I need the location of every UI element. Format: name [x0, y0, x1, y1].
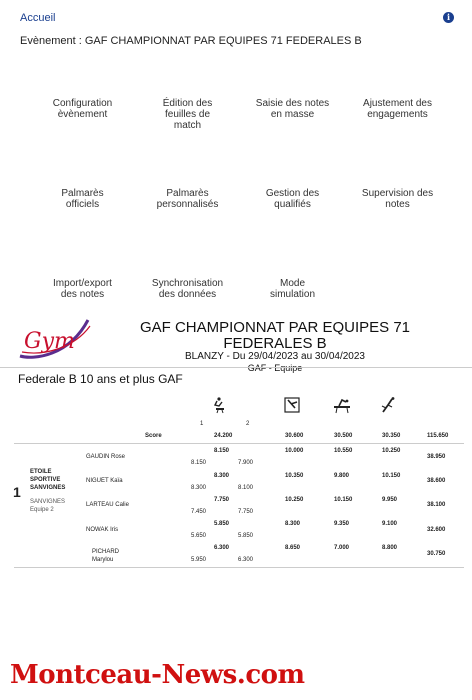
gymnast-vault-2: 7.900 — [238, 460, 254, 466]
gymnast-vault-1: 8.300 — [191, 485, 207, 491]
category-title: Federale B 10 ans et plus GAF — [18, 372, 183, 386]
menu-official-rankings[interactable]: Palmarès officiels — [61, 188, 104, 210]
table-separator-top — [14, 443, 464, 444]
gymnast-beam: 10.550 — [334, 448, 353, 454]
team-bars-score: 30.600 — [285, 433, 304, 439]
vault-icon — [210, 396, 228, 414]
gymnast-vault: 8.300 — [214, 473, 230, 479]
gymnast-vault: 6.300 — [214, 545, 230, 551]
menu-simulation-mode[interactable]: Mode simulation — [269, 278, 316, 300]
menu-sync-data[interactable]: Synchronisation des données — [151, 278, 224, 300]
gymnast-vault-1: 8.150 — [191, 460, 207, 466]
vault-sub-1: 1 — [200, 421, 204, 427]
gymnast-floor: 9.950 — [382, 497, 398, 503]
gymnast-total: 38.950 — [427, 454, 446, 460]
gymnast-bars: 8.650 — [285, 545, 301, 551]
menu-scores-supervision[interactable]: Supervision des notes — [361, 188, 434, 210]
menu-custom-rankings[interactable]: Palmarès personnalisés — [156, 188, 219, 210]
event-title: Evènement : GAF CHAMPIONNAT PAR EQUIPES 71 FEDERALES B — [20, 35, 362, 47]
menu-import-export[interactable]: Import/export des notes — [53, 278, 112, 300]
team-name: ETOILE SPORTIVE SANVIGNES — [30, 469, 66, 491]
gymnast-name: GAUDIN Rose — [86, 454, 126, 460]
gymnast-total: 38.600 — [427, 478, 446, 484]
gymnast-beam: 9.800 — [334, 473, 350, 479]
competition-type: GAF - Equipe — [247, 363, 303, 373]
gymnast-vault-2: 6.300 — [238, 557, 254, 563]
balance-beam-icon — [333, 396, 351, 414]
gymnast-bars: 8.300 — [285, 521, 301, 527]
home-link[interactable]: Accueil — [20, 12, 56, 24]
team-total-score: 115.650 — [427, 433, 449, 439]
gymnast-vault-1: 5.650 — [191, 533, 207, 539]
gymnast-total: 30.750 — [427, 551, 446, 557]
svg-text:Gym: Gym — [24, 329, 75, 354]
menu-qualified-management[interactable]: Gestion des qualifiés — [265, 188, 320, 210]
gymnast-vault: 7.750 — [214, 497, 230, 503]
competition-location-dates: BLANZY - Du 29/04/2023 au 30/04/2023 — [185, 351, 365, 362]
vault-sub-2: 2 — [246, 421, 250, 427]
gymnast-name: LARTEAU Calie — [86, 502, 129, 508]
menu-match-sheets[interactable]: Édition des feuilles de match — [162, 98, 213, 131]
gymnast-floor: 10.150 — [382, 473, 401, 479]
banner-divider — [0, 367, 472, 368]
team-vault-score: 24.200 — [214, 433, 233, 439]
gymnast-name: NIGUET Kaïa — [86, 478, 123, 484]
gymnast-beam: 10.150 — [334, 497, 353, 503]
gymnast-beam: 9.350 — [334, 521, 350, 527]
gymnast-floor: 8.800 — [382, 545, 398, 551]
menu-config-event[interactable]: Configuration èvènement — [52, 98, 113, 120]
watermark: Montceau-News.com — [10, 660, 305, 690]
team-floor-score: 30.350 — [382, 433, 401, 439]
competition-title: GAF CHAMPIONNAT PAR EQUIPES 71 FEDERALES B — [139, 319, 411, 352]
gymnast-vault-2: 7.750 — [238, 509, 254, 515]
gymnast-floor: 10.250 — [382, 448, 401, 454]
gym-federation-logo — [14, 316, 94, 364]
gymnast-vault-1: 5.950 — [191, 557, 207, 563]
team-beam-score: 30.500 — [334, 433, 353, 439]
gymnast-bars: 10.350 — [285, 473, 304, 479]
gymnast-vault: 8.150 — [214, 448, 230, 454]
team-rank: 1 — [13, 484, 21, 500]
floor-icon — [380, 396, 398, 414]
team-club: SANVIGNES Equipe 2 — [30, 499, 66, 513]
menu-adjust-entries[interactable]: Ajustement des engagements — [363, 98, 432, 120]
uneven-bars-icon — [283, 396, 301, 414]
gymnast-beam: 7.000 — [334, 545, 350, 551]
menu-bulk-scores[interactable]: Saisie des notes en masse — [255, 98, 330, 120]
info-icon[interactable]: i — [443, 12, 454, 23]
score-label: Score — [145, 433, 162, 439]
table-separator-bottom — [14, 567, 464, 568]
gymnast-vault-1: 7.450 — [191, 509, 207, 515]
gymnast-name: PICHARD Marylou — [92, 549, 120, 563]
gymnast-name: NOWAK Iris — [86, 527, 119, 533]
gymnast-total: 38.100 — [427, 502, 446, 508]
gymnast-vault-2: 5.850 — [238, 533, 254, 539]
gymnast-vault: 5.850 — [214, 521, 230, 527]
gymnast-total: 32.600 — [427, 527, 446, 533]
gymnast-floor: 9.100 — [382, 521, 398, 527]
gymnast-bars: 10.000 — [285, 448, 304, 454]
gymnast-bars: 10.250 — [285, 497, 304, 503]
gymnast-vault-2: 8.100 — [238, 485, 254, 491]
